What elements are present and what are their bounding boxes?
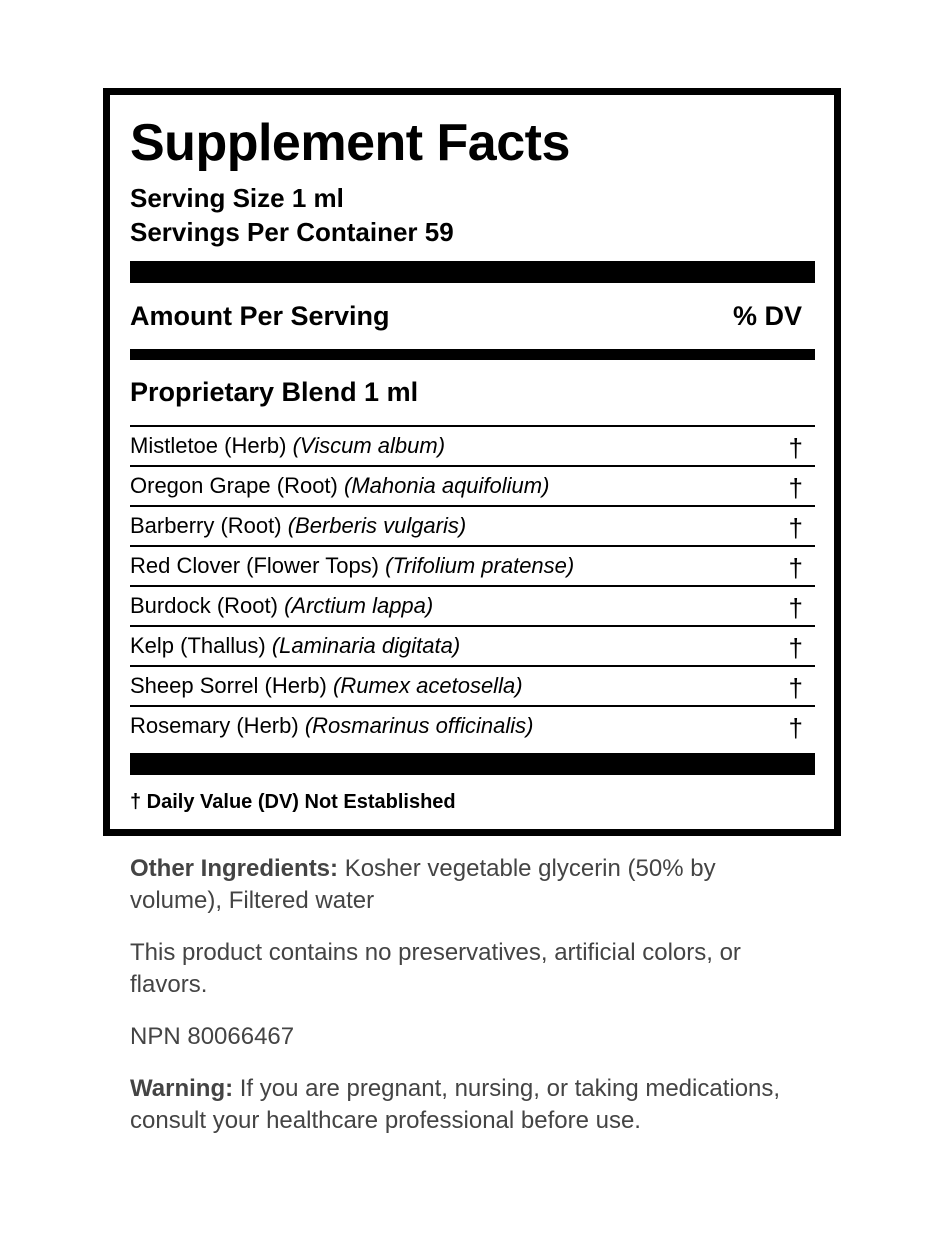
servings-per-container: Servings Per Container 59 bbox=[130, 217, 454, 247]
ingredient-row bbox=[130, 425, 815, 465]
ingredient-latin-name: (Viscum album) bbox=[292, 433, 446, 458]
serving-size: Serving Size 1 ml bbox=[130, 183, 344, 213]
ingredient-dv: † bbox=[788, 473, 803, 503]
ingredient-row bbox=[130, 585, 815, 625]
other-ingredients bbox=[130, 853, 810, 917]
ingredient-name: Red Clover (Flower Tops) bbox=[130, 553, 380, 578]
ingredient-row bbox=[130, 705, 815, 745]
ingredient-row bbox=[130, 465, 815, 505]
ingredient-dv: † bbox=[788, 593, 803, 623]
ingredient-name: Burdock (Root) bbox=[130, 593, 278, 618]
ingredient-row bbox=[130, 505, 815, 545]
ingredient-dv: † bbox=[788, 553, 803, 583]
divider-bar-bottom bbox=[130, 753, 815, 775]
dv-header-label: % DV bbox=[732, 301, 802, 331]
ingredient-list bbox=[130, 425, 815, 745]
ingredient-latin-name: (Arctium lappa) bbox=[284, 593, 434, 618]
ingredient-name: Mistletoe (Herb) bbox=[130, 433, 287, 458]
dv-footnote: † Daily Value (DV) Not Established bbox=[130, 791, 456, 813]
ingredient-name: Kelp (Thallus) bbox=[130, 633, 266, 658]
divider-bar-top bbox=[130, 261, 815, 283]
ingredient-dv: † bbox=[788, 633, 803, 663]
amount-per-serving-label: Amount Per Serving bbox=[130, 301, 390, 331]
ingredient-name: Sheep Sorrel (Herb) bbox=[130, 673, 327, 698]
other-ingredients-text: Kosher vegetable glycerin (50% by volume), Filtered water bbox=[130, 855, 716, 914]
ingredient-row bbox=[130, 665, 815, 705]
ingredient-row bbox=[130, 625, 815, 665]
no-preservatives-statement: This product contains no preservatives, artificial colors, or flavors. bbox=[130, 939, 741, 998]
proprietary-blend-label: Proprietary Blend 1 ml bbox=[130, 377, 419, 407]
ingredient-latin-name: (Laminaria digitata) bbox=[271, 633, 461, 658]
ingredient-latin-name: (Mahonia aquifolium) bbox=[344, 473, 550, 498]
ingredient-latin-name: (Trifolium pratense) bbox=[385, 553, 575, 578]
npn-number: NPN 80066467 bbox=[130, 1023, 295, 1050]
ingredient-row bbox=[130, 545, 815, 585]
ingredient-latin-name: (Rumex acetosella) bbox=[333, 673, 523, 698]
amount-header-row bbox=[130, 299, 802, 333]
panel-title: Supplement Facts bbox=[130, 114, 570, 172]
ingredient-dv: † bbox=[788, 673, 803, 703]
warning-statement bbox=[130, 1073, 810, 1137]
ingredient-latin-name: (Rosmarinus officinalis) bbox=[304, 713, 534, 738]
supplement-facts-panel bbox=[103, 88, 841, 836]
ingredient-dv: † bbox=[788, 433, 803, 463]
ingredient-dv: † bbox=[788, 513, 803, 543]
warning-label: Warning: bbox=[130, 1075, 234, 1102]
warning-text: If you are pregnant, nursing, or taking medications, consult your healthcare professional before use. bbox=[130, 1075, 781, 1134]
divider-bar-middle bbox=[130, 349, 815, 360]
ingredient-name: Oregon Grape (Root) bbox=[130, 473, 338, 498]
ingredient-latin-name: (Berberis vulgaris) bbox=[287, 513, 467, 538]
other-ingredients-label: Other Ingredients: bbox=[130, 855, 339, 882]
ingredient-dv: † bbox=[788, 713, 803, 743]
ingredient-name: Barberry (Root) bbox=[130, 513, 282, 538]
ingredient-name: Rosemary (Herb) bbox=[130, 713, 299, 738]
